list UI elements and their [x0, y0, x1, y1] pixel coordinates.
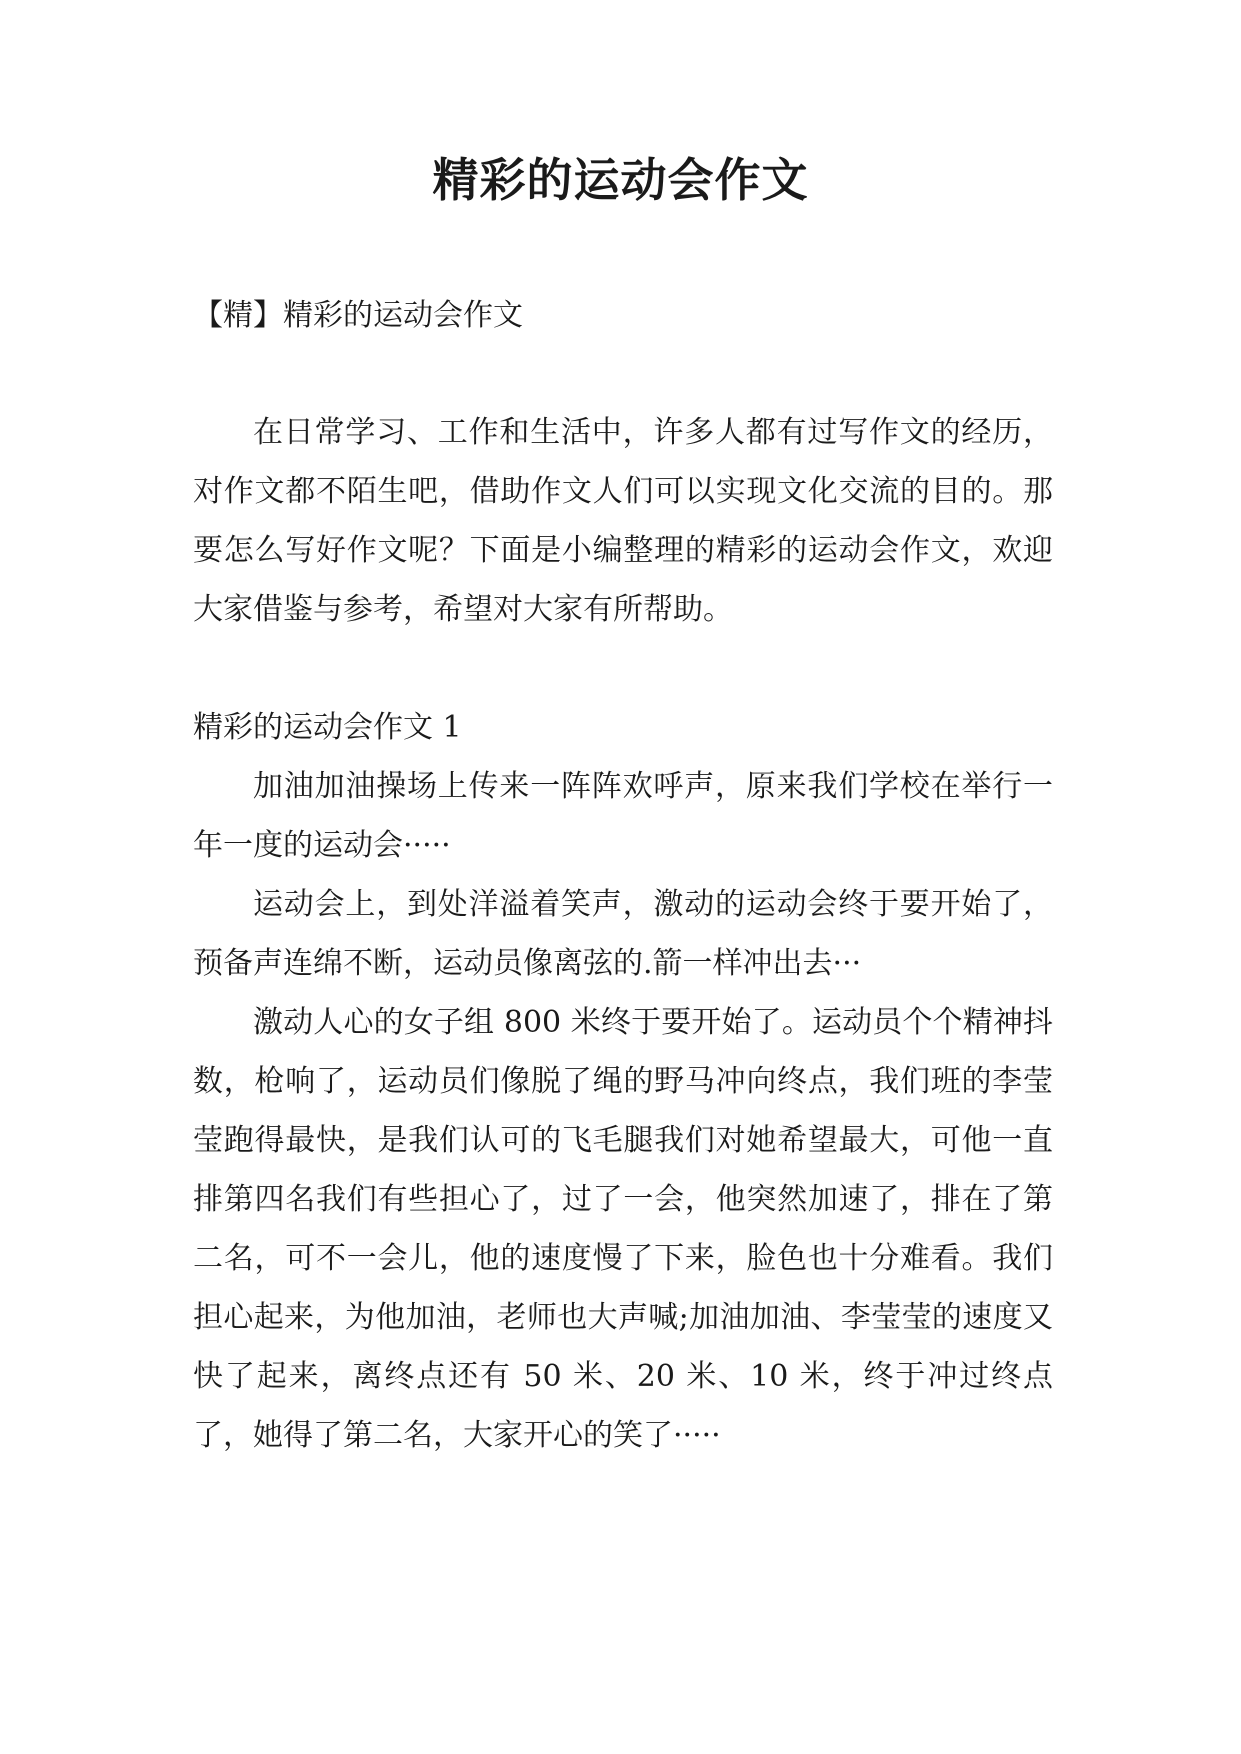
body-paragraph-2: 运动会上，到处洋溢着笑声，激动的运动会终于要开始了，预备声连绵不断，运动员像离弦的.箭一样冲出去···	[193, 887, 1053, 981]
document-subtitle: 【精】精彩的运动会作文	[193, 298, 523, 333]
intro-paragraph: 在日常学习、工作和生活中，许多人都有过写作文的经历，对作文都不陌生吧，借助作文人们可以实现文化交流的目的。那要怎么写好作文呢？下面是小编整理的精彩的运动会作文，欢迎大家借鉴与参考，希望对大家有所帮助。	[193, 415, 1053, 627]
body-paragraph-1: 加油加油操场上传来一阵阵欢呼声，原来我们学校在举行一年一度的运动会·····	[193, 769, 1053, 863]
body-paragraph-3: 激动人心的女子组 800 米终于要开始了。运动员个个精神抖数，枪响了，运动员们像脱了绳的野马冲向终点，我们班的李莹莹跑得最快，是我们认可的飞毛腿我们对她希望最大，可他一直排第四名我们有些担心了，过了一会，他突然加速了，排在了第二名，可不一会儿，他的速度慢了下来，脸色也十分难看。我们担心起来，为他加油，老师也大声喊;加油加油、李莹莹的速度又快了起来，离终点还有 50 米、20 米、10 米，终于冲过终点了，她得了第二名，大家开心的笑了·····	[193, 1005, 1053, 1453]
document-title: 精彩的运动会作文	[432, 153, 809, 207]
document-body	[193, 286, 1053, 1465]
section-heading: 精彩的运动会作文 1	[193, 710, 462, 745]
